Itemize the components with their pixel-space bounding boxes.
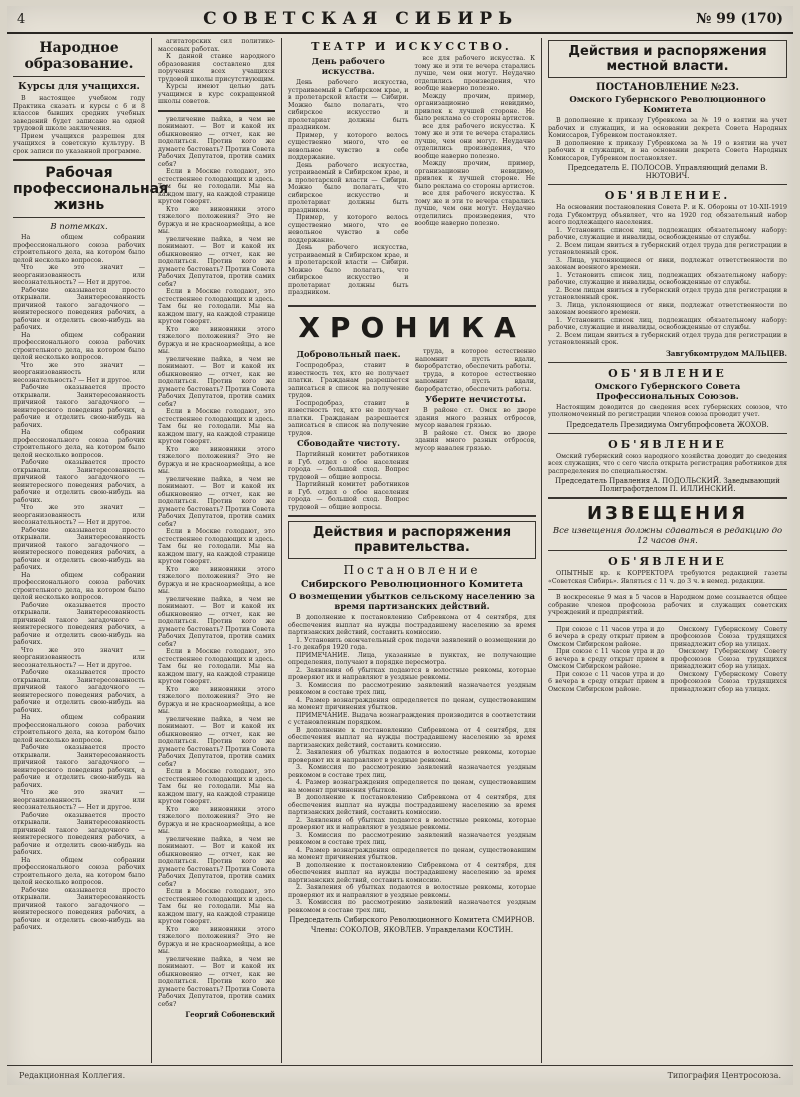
- theatre-text-right: все для рабочего искусства. К тому же и эти те вечера старались лучше, чем они могут. Неудачно отделились произведения, что вообще наверно полезно.: [414, 55, 535, 92]
- ob3-title: ОБ'ЯВЛЕНИЕ: [608, 437, 727, 451]
- decree-signature: Председатель Сибирского Революционного Комитета СМИРНОВ.: [289, 916, 535, 924]
- col2-text-1: агитаторских сил политико-массовых работах.: [158, 38, 275, 53]
- ob1-text-2: 1. Установить список лиц, подлежащих обязательному набору: рабочие, служащие и инвалиды, освобожденные от службы.: [548, 226, 787, 241]
- post-23-org: Омского Губернского Революционного Комитета: [569, 95, 766, 115]
- theatre-columns: [288, 55, 535, 297]
- page-number: 4: [17, 11, 26, 27]
- col2-text-5b: Если в Москве голодают, это естественнее голодающих и здесь. Там бы не голодали. Мы на каждом шагу, на каждой странице кругом говорят.: [158, 288, 275, 325]
- col2-text-4: увеличение пайка, в чем не понимают. — Вот и какой их обыкновенно — отчет, как не поделиться. Против кого же думаете бастовать? Против Совета Рабочих Депутатов, против самих себя?: [158, 115, 275, 168]
- col2-text-6f: Кто же виновники этого тяжелого положения? Это не буржуа и не красноармейцы, а все мы.: [158, 805, 275, 835]
- theatre-text-right-c: все для рабочего искусства. К тому же и эти те вечера старались лучше, чем они могут. Неудачно отделились произведения, что вообще наверно полезно.: [414, 190, 535, 227]
- col2-text-4e: увеличение пайка, в чем не понимают. — Вот и какой их обыкновенно — отчет, как не поделиться. Против кого же думаете бастовать? Против Совета Рабочих Депутатов, против самих себя?: [158, 595, 275, 648]
- ob2-org: Омского Губернского Совета Профессиональных Союзов.: [594, 381, 741, 402]
- col2-text-5f: Если в Москве голодают, это естественнее голодающих и здесь. Там бы не голодали. Мы на каждом шагу, на каждой странице кругом говорят.: [158, 768, 275, 805]
- page-footer: [7, 1065, 793, 1085]
- author-signature: Георгий Собоневский: [185, 1010, 275, 1019]
- ob6-text-right-c: Омскому Губернскому Совету профсоюзов Союза трудящихся принадлежит сбор на улицах.: [670, 670, 787, 693]
- courses-text: В настоящее учебном году Практика сказать и курсы с 6 и 8 классов бывших средних учебных заведений будет записано на одной трудовой школе заключения.: [13, 95, 145, 132]
- khronika-columns: [288, 348, 536, 511]
- ob6-text-left-c: При союзе с 11 часов утра и до 6 вечера в среду открыт прием в Омском Сибирском районе.: [548, 670, 665, 693]
- ob1-text-3b: 2. Всем лицам явиться в губернский отдел труда для регистрации в установленный срок.: [548, 286, 787, 301]
- khronika-section: [282, 301, 542, 936]
- ob1-text-2b: 1. Установить список лиц, подлежащих обязательному набору: рабочие, служащие и инвалиды, освобожденные от службы.: [548, 271, 787, 286]
- notices-columns: [548, 626, 787, 694]
- labor-text-2e: Что же это значит — неорганизованность или несознательность? — Нет и другое.: [13, 789, 145, 811]
- kh-sub-cleanliness: Сбоводайте чистоту.: [296, 439, 401, 449]
- labor-text-2: Что же это значит — неорганизованность или несознательность? — Нет и другое.: [13, 264, 145, 286]
- labor-text-3d: Рабочие оказывается просто открывали. Заинтересованность причиной такого загадочного — неинтересного поведения рабочих, а рабочие и отделить свою-нибудь на рабочих.: [13, 526, 145, 571]
- decree-text-5b: 3. Комиссия по рассмотрению заявлений назначается уездным ревкомом в составе трех лиц.: [288, 764, 536, 779]
- ob1-text: На основании постановления Совета Р. и К. Обороны от 10-XII-1919 года Губкомтруд объявляет, что на 1920 год обязательный набор всего подлежащего населения.: [548, 204, 787, 226]
- ob1-text-2c: 1. Установить список лиц, подлежащих обязательному набору: рабочие, служащие и инвалиды, освобожденные от службы.: [548, 316, 787, 331]
- kh-text-labor: труда, в которое естественно напомнит пусть вдали, бюробратство, обеспечить работы.: [415, 348, 536, 370]
- issue-number: № 99 (170): [696, 11, 783, 27]
- ob1-text-4: 3. Лица, уклоняющиеся от явки, подлежат ответственности по законам военного времени.: [548, 256, 787, 271]
- ob3-text: Омский губернский союз народного хозяйства доводит до сведения всех служащих, что с сего числа открыта регистрация работников для распределения по специальностям.: [548, 452, 787, 475]
- col2-text-4d: увеличение пайка, в чем не понимают. — Вот и какой их обыкновенно — отчет, как не поделиться. Против кого же думаете бастовать? Против Совета Рабочих Депутатов, против самих себя?: [158, 475, 275, 528]
- ob6-text-left: При союзе с 11 часов утра и до 6 вечера в среду открыт прием в Омском Сибирском районе.: [548, 625, 665, 648]
- theatre-text-left-c: День рабочего искусства, устраиваемый в Сибирском крае, и в пролетарской власти — Сибири. Можно было полагать, что сибирское искусство и пролетариат должны быть праздником.: [288, 244, 409, 296]
- ob5-text: В воскресенье 9 мая в 5 часов в Народном доме созывается общее собрание членов профсоюза рабочих и служащих советских учреждений и предприятий.: [548, 594, 787, 616]
- labor-text-3g: Рабочие оказывается просто открывали. Заинтересованность причиной такого загадочного — неинтересного поведения рабочих, а рабочие и отделить свою-нибудь на рабочих.: [13, 744, 145, 789]
- decree-text-5d: 3. Комиссия по рассмотрению заявлений назначается уездным ревкомом в составе трех лиц.: [288, 899, 536, 914]
- theatre-text-left-b: День рабочего искусства, устраиваемый в Сибирском крае, и в пролетарской власти — Сибири. Можно было полагать, что сибирское искусство и пролетариат должны быть праздником.: [288, 161, 409, 214]
- theatre-text-right-2b: Между прочим, пример, организационно невидимо, привлек к лучшей стороне. Не было реклама со стороны артистов.: [414, 160, 535, 190]
- decree-text-6b: 4. Размер вознаграждения определяется по ценам, существовавшим на момент причинения убытков.: [288, 779, 536, 794]
- decree-text-6: 4. Размер вознаграждения определяется по ценам, существовавшим на момент причинения убытков.: [288, 696, 536, 711]
- theatre-text-right-b: все для рабочего искусства. К тому же и эти те вечера старались лучше, чем они могут. Неудачно отделились произведения, что вообще наверно полезно.: [414, 122, 535, 160]
- labor-text-3i: Рабочие оказывается просто открывали. Заинтересованность причиной такого загадочного — неинтересного поведения рабочих, а рабочие и отделить свою-нибудь на рабочих.: [13, 886, 145, 931]
- ob1-text-4b: 3. Лица, уклоняющиеся от явки, подлежат ответственности по законам военного времени.: [548, 301, 787, 316]
- ob1-text-3: 2. Всем лицам явиться в губернский отдел труда для регистрации в установленный срок.: [548, 241, 787, 256]
- col2-text-4g: увеличение пайка, в чем не понимают. — Вот и какой их обыкновенно — отчет, как не поделиться. Против кого же думаете бастовать? Против Совета Рабочих Депутатов, против самих себя?: [158, 835, 275, 888]
- ob2-text: Настоящим доводится до сведения всех губернских союзов, что уполномоченный по регистрации членов союза проводит учет.: [548, 403, 787, 418]
- decree-text-1: В дополнение к постановлению Сибревкома от 4 сентября, для обеспечения выплат на нужды пострадавшему населению за время партизанских действий, составить комиссию.: [288, 614, 536, 636]
- kh-text-labor-b: труда, в которое естественно напомнит пусть вдали, бюробратство, обеспечить работы.: [415, 370, 536, 393]
- theatre-subheading: День рабочего искусства.: [311, 57, 385, 77]
- kh-text-cleanliness: Партийный комитет работников и Губ. отдел о сбое населения города — большой сход. Вопрос трудовой — общие вопросы.: [288, 451, 409, 481]
- ob1-text-3c: 2. Всем лицам явиться в губернский отдел труда для регистрации в установленный срок.: [548, 331, 787, 346]
- kh-sub-sewage: Уберите нечистоты.: [425, 395, 526, 405]
- decree-text-5c: 3. Комиссия по рассмотрению заявлений назначается уездным ревкомом в составе трех лиц.: [288, 831, 536, 846]
- ob4-text: ОПЫТНЫЕ кр. к КОРРЕКТОРА требуются редакцией газеты «Советская Сибирь». Являться с 11 ч. до 3 ч. в немед. редакции.: [548, 570, 787, 585]
- col2-text-6e: Кто же виновники этого тяжелого положения? Это не буржуа и не красноармейцы, а все мы.: [158, 685, 275, 715]
- column-4: [542, 38, 793, 1063]
- decree-text-3: ПРИМЕЧАНИЕ. Лица, указанные в пунктах, не получающие определения, получают в порядке пересмотра.: [288, 651, 536, 666]
- courses-text-2: Прием учащихся разрешен для учащихся в советскую культуру. В срок записи по указанной программе.: [13, 132, 145, 155]
- col2-text-6b: Кто же виновники этого тяжелого положения? Это не буржуа и не красноармейцы, а все мы.: [158, 325, 275, 355]
- education-heading: Народное образование.: [24, 40, 134, 72]
- labor-text-1b: На общем собрании профессионального союза рабочих строительного дела, на котором было целой несколько вопросов.: [13, 331, 145, 361]
- col2-text-3: Курсы имеют целью дать учащимся в курс сокращенной школы советов.: [158, 83, 275, 105]
- kh-text-cleanliness-b: Партийный комитет работников и Губ. отдел о сбое населения города — большой сход. Вопрос трудовой — общие вопросы.: [288, 481, 409, 511]
- labor-text-3: Рабочие оказывается просто открывали. Заинтересованность причиной такого загадочного — неинтересного поведения рабочих, а рабочие и отделить свою-нибудь на рабочих.: [13, 286, 145, 331]
- labor-text-1d: На общем собрании профессионального союза рабочих строительного дела, на котором было целой несколько вопросов.: [13, 571, 145, 601]
- ob6-text-right: Омскому Губернскому Совету профсоюзов Союза трудящихся принадлежит сбор на улицах.: [670, 625, 787, 648]
- decree-text-6c: 4. Размер вознаграждения определяется по ценам, существовавшим на момент причинения убытков.: [288, 846, 536, 861]
- col2-text-5e: Если в Москве голодают, это естественнее голодающих и здесь. Там бы не голодали. Мы на каждом шагу, на каждой странице кругом говорят.: [158, 648, 275, 685]
- local-authority-heading: Действия и распоряжения местной власти.: [548, 40, 787, 78]
- decree-text-2: 1. Установить окончательный срок подачи заявлений о возмещении до 1-го декабря 1920 года.: [288, 636, 536, 651]
- labor-text-3f: Рабочие оказывается просто открывали. Заинтересованность причиной такого загадочного — неинтересного поведения рабочих, а рабочие и отделить свою-нибудь на рабочих.: [13, 669, 145, 714]
- newspaper-page: [7, 6, 793, 1085]
- ob2-title: ОБ'ЯВЛЕНИЕ: [608, 366, 727, 380]
- decree-members: Члены: СОКОЛОВ, ЯКОВЛЕВ. Управделами КОСТИН.: [310, 926, 514, 934]
- labor-text-3h: Рабочие оказывается просто открывали. Заинтересованность причиной такого загадочного — неинтересного поведения рабочих, а рабочие и отделить свою-нибудь на рабочих.: [13, 811, 145, 856]
- kh-sub-ration: Добровольный паек.: [296, 350, 401, 360]
- post-23-title: ПОСТАНОВЛЕНИЕ №23.: [595, 82, 740, 93]
- decree-text-7: ПРИМЕЧАНИЕ. Выдача вознаграждения производится в соответствии с установленным порядком.: [288, 711, 536, 726]
- col2-text-5g: Если в Москве голодают, это естественнее голодающих и здесь. Там бы не голодали. Мы на каждом шагу, на каждой странице кругом говорят.: [158, 888, 275, 925]
- decree-text-5: 3. Комиссия по рассмотрению заявлений назначается уездным ревкомом в составе трех лиц.: [288, 681, 536, 696]
- footer-editorial: Редакционная Коллегия.: [19, 1071, 126, 1080]
- col2-text-4f: увеличение пайка, в чем не понимают. — Вот и какой их обыкновенно — отчет, как не поделиться. Против кого же думаете бастовать? Против Совета Рабочих Депутатов, против самих себя?: [158, 715, 275, 768]
- col2-text-5c: Если в Москве голодают, это естественнее голодающих и здесь. Там бы не голодали. Мы на каждом шагу, на каждой странице кругом говорят.: [158, 408, 275, 445]
- decree-text-4d: 2. Заявления об убытках подаются в волостные ревкомы, которые проверяют их и направляют в уездные ревкомы.: [288, 884, 536, 899]
- ob6-text-left-b: При союзе с 11 часов утра и до 6 вечера в среду открыт прием в Омском Сибирском районе.: [548, 648, 665, 670]
- labor-text-3e: Рабочие оказывается просто открывали. Заинтересованность причиной такого загадочного — неинтересного поведения рабочих, а рабочие и отделить свою-нибудь на рабочих.: [13, 601, 145, 646]
- labor-text-1e: На общем собрании профессионального союза рабочих строительного дела, на котором было целой несколько вопросов.: [13, 714, 145, 744]
- decree-text-4c: 2. Заявления об убытках подаются в волостные ревкомы, которые проверяют их и направляют в уездные ревкомы.: [288, 816, 536, 831]
- decree-subject: О возмещении убытков сельскому населению за время партизанских действий.: [288, 592, 536, 612]
- labor-text-2b: Что же это значит — неорганизованность или несознательность? — Нет и другое.: [13, 361, 145, 384]
- labor-text-1c: На общем собрании профессионального союза рабочих строительного дела, на котором было целой несколько вопросов.: [13, 429, 145, 459]
- ob2-signature: Председатель Президиума Омгубпрофсовета ЖОХОВ.: [566, 420, 769, 429]
- kh-text-sewage-b: В районе ст. Омск во дворе здания много разных отбросов, мусор навален грязью.: [415, 429, 536, 452]
- government-actions-heading: Действия и распоряжения правительства.: [288, 521, 536, 559]
- newspaper-title: СОВЕТСКАЯ СИБИРЬ: [203, 9, 519, 29]
- col2-text-5d: Если в Москве голодают, это естественнее голодающих и здесь. Там бы не голодали. Мы на каждом шагу, на каждой странице кругом говорят.: [158, 528, 275, 565]
- decree-text-4: 2. Заявления об убытках подаются в волостные ревкомы, которые проверяют их и направляют в уездные ревкомы.: [288, 666, 536, 681]
- courses-title: Курсы для учащихся.: [18, 81, 140, 92]
- decree-text-1d: В дополнение к постановлению Сибревкома от 4 сентября, для обеспечения выплат на нужды пострадавшему населению за время партизанских действий, составить комиссию.: [288, 861, 536, 884]
- ob1-signature: Завгубкомтрудом МАЛЬЦЕВ.: [665, 348, 787, 358]
- notices-subheading: Все извещения должны сдаваться в редакцию до 12 часов дня.: [552, 526, 783, 546]
- post-23-signature: Председатель Е. ПОЛОСОВ. Управляющий делами В. НЮТОВИЧ.: [567, 164, 768, 180]
- col2-text-2: К данной ставке народного образования составлено для поручения всех учащихся трудовой школы присутствующим.: [158, 53, 275, 83]
- ob4-title: ОБ'ЯВЛЕНИЕ: [608, 555, 727, 568]
- in-darkness-subheading: В потемках.: [50, 222, 108, 232]
- ob1-title: ОБ'ЯВЛЕНИЕ.: [604, 189, 731, 202]
- column-2: [152, 38, 282, 1063]
- col2-text-6g: Кто же виновники этого тяжелого положения? Это не буржуа и не красноармейцы, а все мы.: [158, 925, 275, 955]
- col2-text-6d: Кто же виновники этого тяжелого положения? Это не буржуа и не красноармейцы, а все мы.: [158, 565, 275, 595]
- footer-printer: Типография Центросоюза.: [667, 1071, 781, 1080]
- labor-text-2c: Что же это значит — неорганизованность или несознательность? — Нет и другое.: [13, 504, 145, 526]
- decree-text-1b: В дополнение к постановлению Сибревкома от 4 сентября, для обеспечения выплат на нужды пострадавшему населению за время партизанских действий, составить комиссию.: [288, 726, 536, 749]
- col2-text-4b: увеличение пайка, в чем не понимают. — Вот и какой их обыкновенно — отчет, как не поделиться. Против кого же думаете бастовать? Против Совета Рабочих Депутатов, против самих себя?: [158, 235, 275, 288]
- col2-text-6: Кто же виновники этого тяжелого положения? Это не буржуа и не красноармейцы, а все мы.: [158, 205, 275, 235]
- decree-text-4b: 2. Заявления об убытках подаются в волостные ревкомы, которые проверяют их и направляют в уездные ревкомы.: [288, 749, 536, 764]
- labor-text-1: На общем собрании профессионального союза рабочих строительного дела, на котором было целой несколько вопросов.: [13, 234, 145, 264]
- col2-text-4h: увеличение пайка, в чем не понимают. — Вот и какой их обыкновенно — отчет, как не поделиться. Против кого же думаете бастовать? Против Совета Рабочих Депутатов, против самих себя?: [158, 955, 275, 1008]
- decree-text-1c: В дополнение к постановлению Сибревкома от 4 сентября, для обеспечения выплат на нужды пострадавшему населению за время партизанских действий, составить комиссию.: [288, 794, 536, 816]
- decree-title: Постановление: [343, 563, 481, 577]
- labor-life-heading: Рабочая профессиональная жизнь: [13, 165, 169, 213]
- labor-text-3c: Рабочие оказывается просто открывали. Заинтересованность причиной такого загадочного — неинтересного поведения рабочих, а рабочие и отделить свою-нибудь на рабочих.: [13, 459, 145, 504]
- decree-org: Сибирского Революционного Комитета: [300, 579, 523, 590]
- khronika-heading: ХРОНИКА: [298, 311, 526, 344]
- col2-text-5: Если в Москве голодают, это естественнее голодающих и здесь. Там бы не голодали. Мы на каждом шагу, на каждой странице кругом говорят.: [158, 168, 275, 205]
- post-23-text: В дополнение к приказу Губревкома за № 19 о взятии на учет рабочих и служащих, и на основании декрета Совета Народных Комиссаров, Губревком постановляет.: [548, 117, 787, 139]
- theatre-text-left-2: Пример, у которого велось существенно много, что ее невольное чувство в себе поддержание.: [288, 131, 409, 161]
- labor-text-2d: Что же это значит — неорганизованность или несознательность? — Нет и другое.: [13, 646, 145, 669]
- notices-heading: ИЗВЕЩЕНИЯ: [586, 503, 748, 524]
- post-23-text-b: В дополнение к приказу Губревкома за № 19 о взятии на учет рабочих и служащих, и на основании декрета Совета Народных Комиссаров, Губревком постановляет.: [548, 139, 787, 162]
- kh-text-ration-b: Госпродобраз, ставит в известность тех, кто не получает платки. Гражданам разрешается записаться в список на получение трудов.: [288, 399, 409, 437]
- kh-text-sewage: В районе ст. Омск во дворе здания много разных отбросов, мусор навален грязью.: [415, 407, 536, 429]
- kh-text-ration: Госпродобраз, ставит в известность тех, кто не получает платки. Гражданам разрешается записаться в список на получение трудов.: [288, 362, 409, 399]
- column-1: [7, 38, 169, 1063]
- ob6-text-right-b: Омскому Губернскому Совету профсоюзов Союза трудящихся принадлежит сбор на улицах.: [670, 648, 787, 670]
- theatre-text-left: День рабочего искусства, устраиваемый в Сибирском крае, и в пролетарской власти — Сибири. Можно было полагать, что сибирское искусство и пролетариат должны быть праздником.: [288, 79, 409, 131]
- masthead: [7, 6, 793, 34]
- ob3-signature: Председатель Правления А. ПОДОЛЬСКИЙ. Заведывающий Полиграфотделом П. ИЛЛИНСКИЙ.: [555, 477, 780, 493]
- labor-text-1f: На общем собрании профессионального союза рабочих строительного дела, на котором было целой несколько вопросов.: [13, 856, 145, 886]
- col2-text-6c: Кто же виновники этого тяжелого положения? Это не буржуа и не красноармейцы, а все мы.: [158, 445, 275, 475]
- labor-text-3b: Рабочие оказывается просто открывали. Заинтересованность причиной такого загадочного — неинтересного поведения рабочих, а рабочие и отделить свою-нибудь на рабочих.: [13, 384, 145, 429]
- theatre-heading: ТЕАТР И ИСКУССТВО.: [311, 40, 512, 53]
- col2-text-4c: увеличение пайка, в чем не понимают. — Вот и какой их обыкновенно — отчет, как не поделиться. Против кого же думаете бастовать? Против Совета Рабочих Депутатов, против самих себя?: [158, 355, 275, 408]
- theatre-text-left-2b: Пример, у которого велось существенно много, что ее невольное чувство в себе поддержание.: [288, 214, 409, 244]
- theatre-text-right-2: Между прочим, пример, организационно невидимо, привлек к лучшей стороне. Не было реклама со стороны артистов.: [414, 92, 535, 122]
